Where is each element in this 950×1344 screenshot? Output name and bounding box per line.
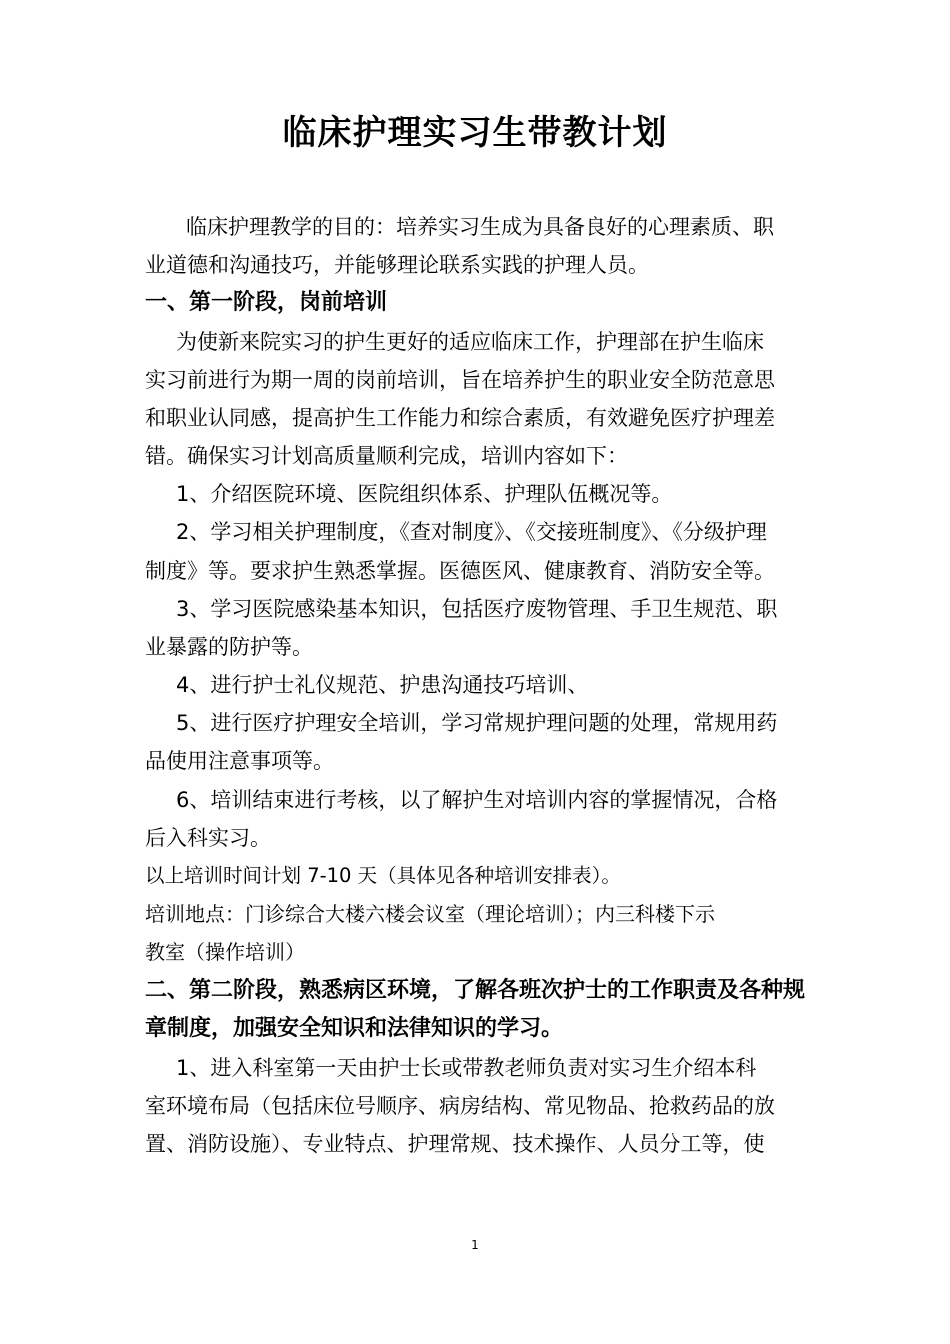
text-line: 6、培训结束进行考核，以了解护生对培训内容的掌握情况，合格 — [176, 788, 778, 812]
text-line: 教室（操作培训） — [145, 940, 305, 964]
text-line: 室环境布局（包括床位号顺序、病房结构、常见物品、抢救药品的放 — [145, 1094, 775, 1118]
text-line: 和职业认同感，提高护生工作能力和综合素质，有效避免医疗护理差 — [145, 406, 775, 430]
text-line: 1、介绍医院环境、医院组织体系、护理队伍概况等。 — [176, 482, 673, 506]
text-line: 4、进行护士礼仪规范、护患沟通技巧培训、 — [176, 673, 589, 697]
text-line: 业暴露的防护等。 — [145, 635, 313, 659]
text-line: 实习前进行为期一周的岗前培训，旨在培养护生的职业安全防范意思 — [145, 368, 775, 392]
text-line: 3、学习医院感染基本知识，包括医疗废物管理、手卫生规范、职 — [176, 597, 778, 621]
text-line: 临床护理教学的目的：培养实习生成为具备良好的心理素质、职 — [186, 215, 774, 239]
text-line: 5、进行医疗护理安全培训，学习常规护理问题的处理，常规用药 — [176, 711, 778, 735]
text-line: 为使新来院实习的护生更好的适应临床工作，护理部在护生临床 — [176, 330, 764, 354]
text-line: 以上培训时间计划 7-10 天（具体见各种培训安排表）。 — [145, 864, 621, 887]
text-line: 1、进入科室第一天由护士长或带教老师负责对实习生介绍本科 — [176, 1056, 757, 1080]
text-line: 置、消防设施）、专业特点、护理常规、技术操作、人员分工等，使 — [145, 1132, 765, 1156]
section-heading-line: 一、第一阶段，岗前培训 — [145, 290, 388, 315]
document-title: 临床护理实习生带教计划 — [282, 113, 668, 153]
text-line: 错。确保实习计划高质量顺利完成，培训内容如下： — [145, 444, 628, 468]
text-line: 业道德和沟通技巧，并能够理论联系实践的护理人员。 — [145, 253, 649, 277]
text-line: 后入科实习。 — [145, 826, 271, 850]
text-line: 制度》等。要求护生熟悉掌握。医德医风、健康教育、消防安全等。 — [145, 559, 775, 583]
text-line: 品使用注意事项等。 — [145, 749, 334, 773]
text-line: 2、学习相关护理制度，《查对制度》、《交接班制度》、《分级护理 — [176, 520, 767, 544]
section-heading-line: 章制度，加强安全知识和法律知识的学习。 — [145, 1016, 564, 1041]
page-number: 1 — [471, 1238, 479, 1252]
section-heading-line: 二、第二阶段，熟悉病区环境，了解各班次护士的工作职责及各种规 — [145, 978, 806, 1003]
text-line: 培训地点：门诊综合大楼六楼会议室（理论培训）；内三科楼下示 — [145, 902, 715, 926]
